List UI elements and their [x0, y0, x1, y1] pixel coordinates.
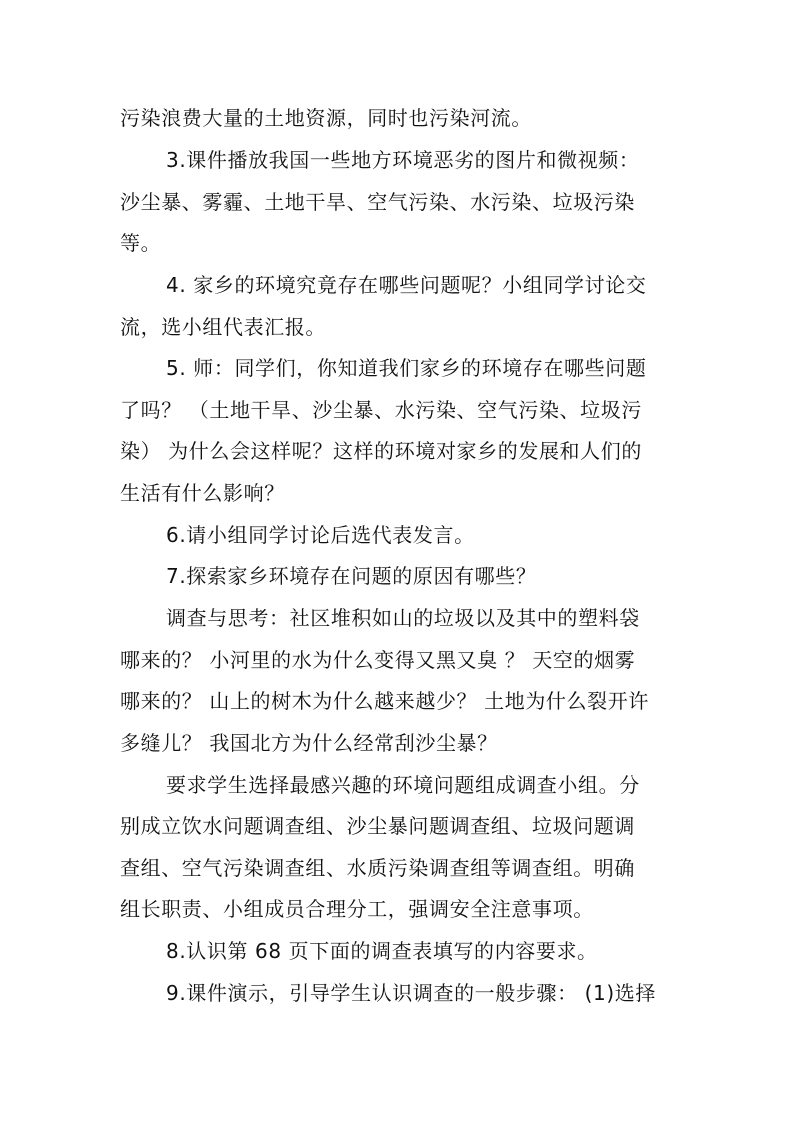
text-line: 调查与思考：社区堆积如山的垃圾以及其中的塑料袋 — [166, 606, 640, 630]
text-line: 7.探索家乡环境存在问题的原因有哪些？ — [166, 564, 537, 588]
text-line: 4. 家乡的环境究竟存在哪些问题呢？小组同学讨论交 — [166, 273, 647, 297]
text-line: 3.课件播放我国一些地方环境恶劣的图片和微视频： — [166, 148, 640, 172]
text-line: 查组、空气污染调查组、水质污染调查组等调查组。明确 — [120, 856, 635, 880]
text-line: 生活有什么影响？ — [120, 481, 285, 505]
text-line: 5. 师：同学们，你知道我们家乡的环境存在哪些问题 — [166, 356, 647, 380]
text-line: 流，选小组代表汇报。 — [120, 315, 326, 339]
text-line: 6.请小组同学讨论后选代表发言。 — [166, 523, 475, 547]
text-line: 染） 为什么会这样呢？这样的环境对家乡的发展和人们的 — [120, 439, 642, 463]
text-line: 组长职责、小组成员合理分工，强调安全注意事项。 — [120, 897, 594, 921]
text-line: 哪来的？ 山上的树木为什么越来越少？ 土地为什么裂开许 — [120, 689, 649, 713]
text-line: 要求学生选择最感兴趣的环境问题组成调查小组。分 — [166, 773, 640, 797]
text-line: 别成立饮水问题调查组、沙尘暴问题调查组、垃圾问题调 — [120, 814, 635, 838]
text-line: 8.认识第 68 页下面的调查表填写的内容要求。 — [166, 939, 598, 963]
text-line: 9.课件演示，引导学生认识调查的一般步骤： (1)选择 — [166, 981, 656, 1005]
text-line: 等。 — [120, 231, 162, 255]
text-line: 哪来的？ 小河里的水为什么变得又黑又臭 ？ 天空的烟雾 — [120, 648, 636, 672]
text-line: 了吗？ （土地干旱、沙尘暴、水污染、空气污染、垃圾污 — [120, 398, 642, 422]
text-line: 污染浪费大量的土地资源，同时也污染河流。 — [120, 106, 532, 130]
text-line: 沙尘暴、雾霾、土地干旱、空气污染、水污染、垃圾污染 — [120, 190, 635, 214]
text-line: 多缝儿？ 我国北方为什么经常刮沙尘暴？ — [120, 731, 498, 755]
